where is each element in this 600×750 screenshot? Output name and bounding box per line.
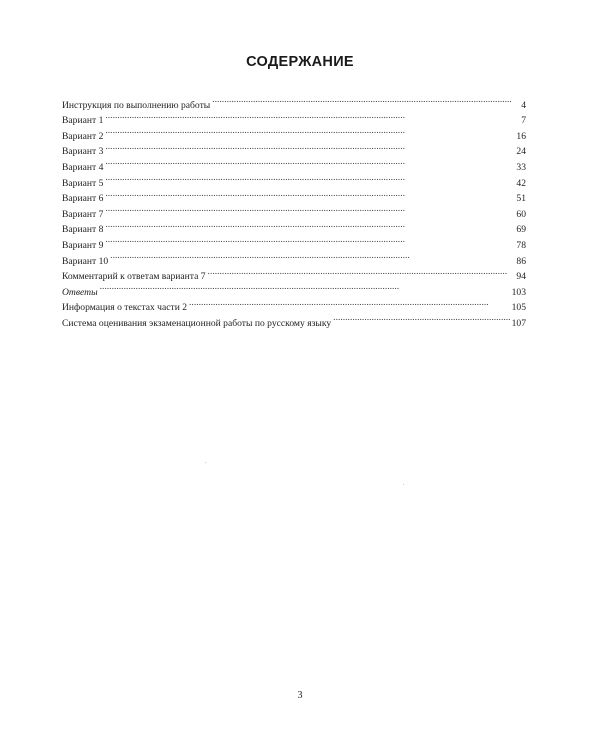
- dot-leader: [105, 154, 514, 170]
- toc-entry-instructions: [62, 92, 526, 111]
- dot-leader: [105, 108, 519, 124]
- dot-leader: [105, 186, 514, 202]
- toc-entry-variant-10: [62, 248, 526, 267]
- dot-leader: [100, 279, 510, 295]
- toc-entry-page: 16: [516, 130, 526, 142]
- toc-entry-text-info: [62, 295, 526, 314]
- toc-entry-label: Комментарий к ответам варианта 7: [62, 271, 206, 283]
- toc-entry-variant-1: [62, 108, 526, 127]
- toc-entry-page: 103: [511, 286, 526, 298]
- toc-entry-label: Вариант 1: [62, 115, 104, 127]
- toc-entry-variant-2: [62, 123, 526, 142]
- toc-entry-page: 105: [511, 302, 526, 314]
- toc-entry-label: Вариант 4: [62, 161, 104, 173]
- scan-speck: [403, 484, 404, 485]
- page-title: СОДЕРЖАНИЕ: [246, 54, 354, 70]
- dot-leader: [105, 139, 514, 155]
- toc-entry-label: Информация о текстах части 2: [62, 302, 188, 314]
- dot-leader: [105, 170, 514, 186]
- table-of-contents: [62, 92, 526, 329]
- toc-entry-commentary: [62, 264, 526, 283]
- toc-entry-label: Ответы: [62, 286, 98, 298]
- toc-entry-page: 78: [516, 239, 526, 251]
- toc-entry-variant-7: [62, 201, 526, 220]
- toc-entry-variant-5: [62, 170, 526, 189]
- toc-entry-label: Вариант 6: [62, 193, 104, 205]
- dot-leader: [105, 201, 514, 217]
- toc-entry-variant-9: [62, 232, 526, 251]
- toc-entry-page: 107: [511, 317, 526, 329]
- toc-entry-label: Инструкция по выполнению работы: [62, 99, 211, 111]
- dot-leader: [105, 217, 514, 233]
- toc-entry-label: Вариант 8: [62, 224, 104, 236]
- toc-entry-variant-3: [62, 139, 526, 158]
- page-number: 3: [297, 690, 303, 701]
- scan-speck: [205, 462, 206, 463]
- toc-entry-label: Вариант 10: [62, 255, 109, 267]
- dot-leader: [110, 248, 514, 264]
- toc-entry-page: 86: [516, 255, 526, 267]
- dot-leader: [105, 123, 514, 139]
- toc-entry-page: 94: [516, 271, 526, 283]
- toc-entry-page: 69: [516, 224, 526, 236]
- toc-entry-label: Вариант 7: [62, 208, 104, 220]
- toc-entry-answers: [62, 279, 526, 298]
- toc-entry-page: 4: [521, 99, 526, 111]
- toc-entry-page: 7: [521, 115, 526, 127]
- toc-entry-variant-8: [62, 217, 526, 236]
- dot-leader: [333, 310, 509, 326]
- toc-entry-label: Вариант 2: [62, 130, 104, 142]
- dot-leader: [105, 232, 514, 248]
- toc-entry-page: 60: [516, 208, 526, 220]
- toc-entry-label: Система оценивания экзаменационной работы по русскому языку: [62, 317, 332, 329]
- dot-leader: [208, 264, 515, 280]
- toc-entry-page: 33: [516, 161, 526, 173]
- toc-entry-label: Вариант 9: [62, 239, 104, 251]
- toc-entry-label: Вариант 3: [62, 146, 104, 158]
- dot-leader: [212, 92, 519, 108]
- toc-entry-variant-6: [62, 186, 526, 205]
- toc-entry-page: 24: [516, 146, 526, 158]
- toc-entry-variant-4: [62, 154, 526, 173]
- toc-entry-label: Вариант 5: [62, 177, 104, 189]
- dot-leader: [189, 295, 510, 311]
- toc-entry-page: 51: [516, 193, 526, 205]
- toc-entry-page: 42: [516, 177, 526, 189]
